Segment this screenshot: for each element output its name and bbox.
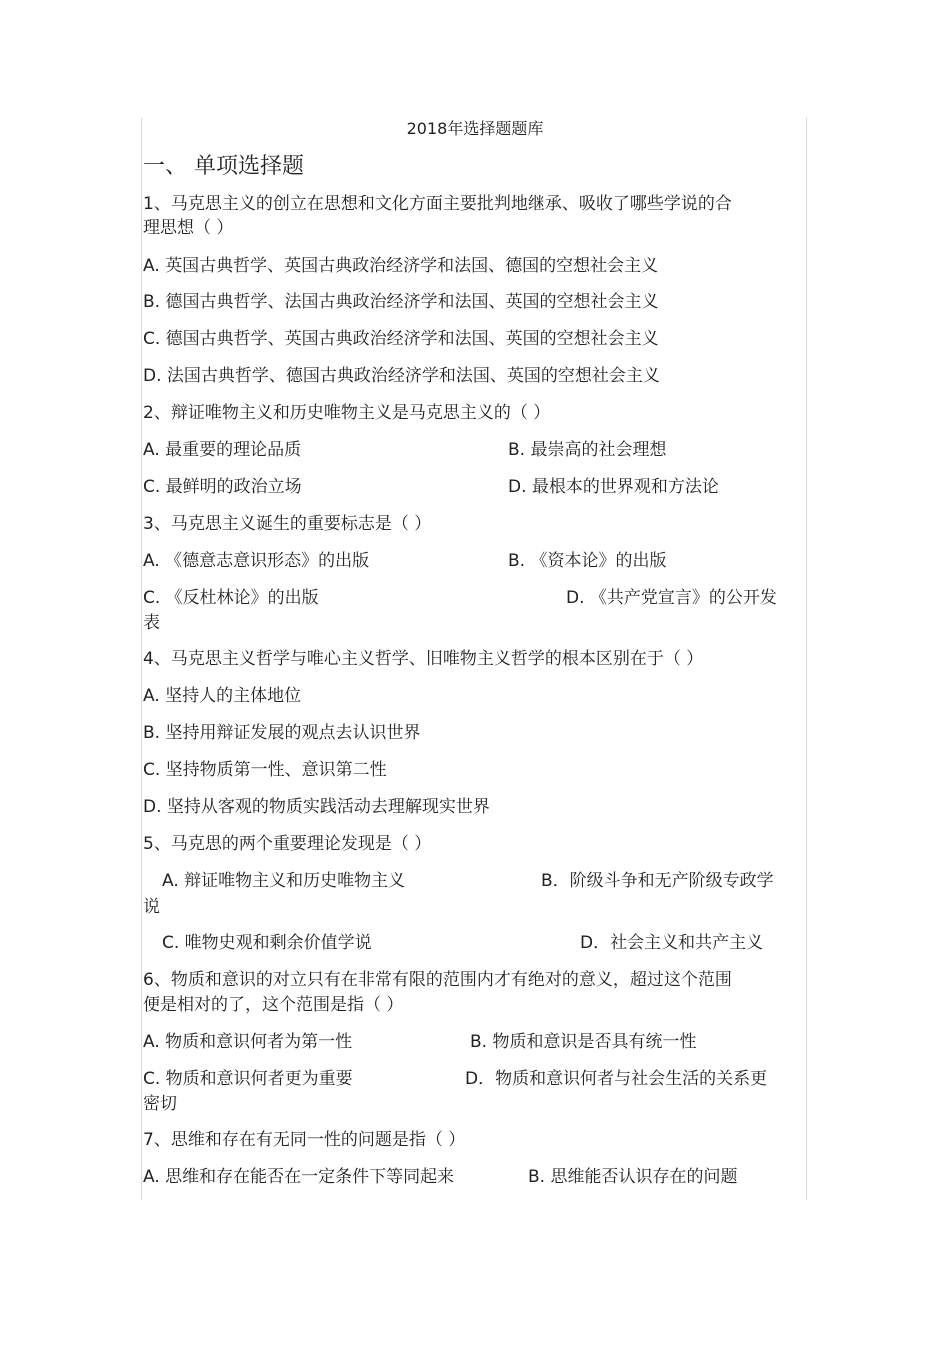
question-1-stem-line-1: 1、马克思主义的创立在思想和文化方面主要批判地继承、吸收了哪些学说的合 bbox=[143, 194, 732, 214]
question-6-stem-line-1: 6、物质和意识的对立只有在非常有限的范围内才有绝对的意义，超过这个范围 bbox=[143, 970, 732, 990]
document-title: 2018年选择题题库 bbox=[406, 119, 544, 138]
question-3-option-b: B. 《资本论》的出版 bbox=[508, 551, 667, 571]
question-1-option-d: D. 法国古典哲学、德国古典政治经济学和法国、英国的空想社会主义 bbox=[143, 366, 660, 386]
question-5-option-c: C. 唯物史观和剩余价值学说 bbox=[162, 933, 372, 953]
question-2-stem: 2、辩证唯物主义和历史唯物主义是马克思主义的（ ） bbox=[143, 403, 551, 423]
question-2-option-d: D. 最根本的世界观和方法论 bbox=[508, 477, 719, 497]
question-7-option-b: B. 思维能否认识存在的问题 bbox=[528, 1167, 738, 1187]
question-1-option-b: B. 德国古典哲学、法国古典政治经济学和法国、英国的空想社会主义 bbox=[143, 292, 659, 312]
question-1-option-c: C. 德国古典哲学、英国古典政治经济学和法国、英国的空想社会主义 bbox=[143, 329, 659, 349]
question-1-stem-line-2: 理思想（ ） bbox=[143, 218, 234, 238]
question-2-option-c: C. 最鲜明的政治立场 bbox=[143, 477, 302, 497]
question-1-option-a: A. 英国古典哲学、英国古典政治经济学和法国、德国的空想社会主义 bbox=[143, 256, 659, 276]
question-3-option-d-continuation: 表 bbox=[143, 613, 160, 633]
question-4-option-c: C. 坚持物质第一性、意识第二性 bbox=[143, 760, 387, 780]
left-margin-rule bbox=[141, 118, 142, 1200]
question-4-stem: 4、马克思主义哲学与唯心主义哲学、旧唯物主义哲学的根本区别在于（ ） bbox=[143, 649, 704, 669]
question-6-option-c: C. 物质和意识何者更为重要 bbox=[143, 1069, 353, 1089]
question-4-option-a: A. 坚持人的主体地位 bbox=[143, 686, 302, 706]
question-6-stem-line-2: 便是相对的了，这个范围是指（ ） bbox=[143, 995, 404, 1015]
section-heading: 一、 单项选择题 bbox=[143, 154, 304, 179]
question-6-option-a: A. 物质和意识何者为第一性 bbox=[143, 1032, 353, 1052]
question-3-option-c: C. 《反杜林论》的出版 bbox=[143, 588, 319, 608]
question-3-option-a: A. 《德意志意识形态》的出版 bbox=[143, 551, 370, 571]
right-margin-rule bbox=[806, 118, 807, 1200]
question-5-option-b-continuation: 说 bbox=[143, 897, 160, 917]
question-5-stem: 5、马克思的两个重要理论发现是（ ） bbox=[143, 834, 432, 854]
question-7-stem: 7、思维和存在有无同一性的问题是指（ ） bbox=[143, 1130, 466, 1150]
question-6-option-d-continuation: 密切 bbox=[143, 1094, 177, 1114]
question-5-option-d: D．社会主义和共产主义 bbox=[580, 933, 764, 953]
question-3-option-d: D. 《共产党宣言》的公开发 bbox=[566, 588, 777, 608]
question-5-option-b: B．阶级斗争和无产阶级专政学 bbox=[541, 871, 774, 891]
question-3-stem: 3、马克思主义诞生的重要标志是（ ） bbox=[143, 514, 432, 534]
question-4-option-d: D. 坚持从客观的物质实践活动去理解现实世界 bbox=[143, 797, 490, 817]
question-2-option-a: A. 最重要的理论品质 bbox=[143, 440, 302, 460]
question-6-option-d: D．物质和意识何者与社会生活的关系更 bbox=[465, 1069, 768, 1089]
question-5-option-a: A. 辩证唯物主义和历史唯物主义 bbox=[162, 871, 406, 891]
question-2-option-b: B. 最崇高的社会理想 bbox=[508, 440, 667, 460]
question-4-option-b: B. 坚持用辩证发展的观点去认识世界 bbox=[143, 723, 421, 743]
question-7-option-a: A. 思维和存在能否在一定条件下等同起来 bbox=[143, 1167, 455, 1187]
question-6-option-b: B. 物质和意识是否具有统一性 bbox=[470, 1032, 697, 1052]
